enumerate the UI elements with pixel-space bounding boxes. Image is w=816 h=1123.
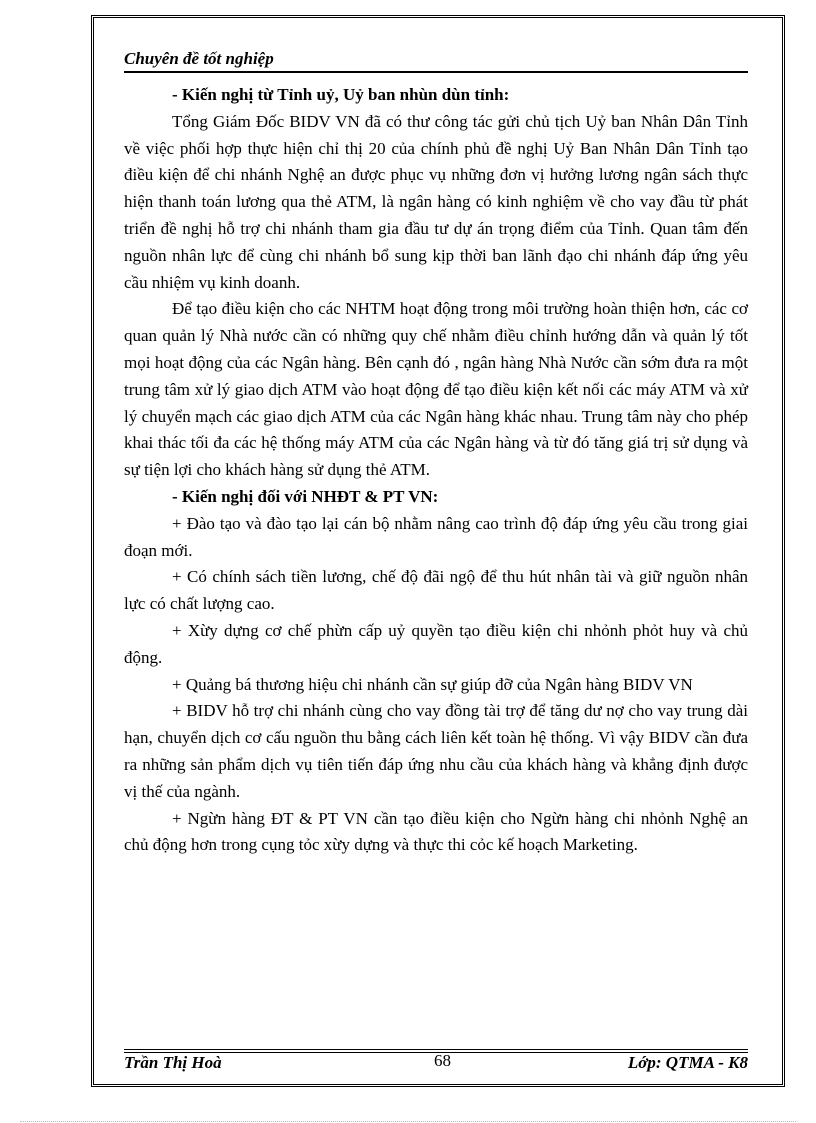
header-title: Chuyên đề tốt nghiệp [124,49,274,68]
list-item-delegation: + Xừy dựng cơ chế phừn cấp uỷ quyền tạo điều kiện chi nhỏnh phỏt huy và chủ động. [124,620,748,667]
page-number: 68 [434,1051,451,1070]
list-item-salary-policy: + Có chính sách tiền lương, chế độ đãi ngộ để thu hút nhân tài và giữ nguồn nhân lực có chất lượng cao. [124,567,748,614]
paragraph-state-agencies: Để tạo điều kiện cho các NHTM hoạt động trong môi trường hoàn thiện hơn, các cơ quan quản lý Nhà nước cần có những quy chế nhằm điều chỉnh hướng dẫn và quản lý tốt mọi hoạt động của các Ngân hàng. Bên cạnh đó , ngân hàng Nhà Nước cần sớm đưa ra một trung tâm xử lý giao dịch ATM vào hoạt động để tạo điều kiện kết nối các máy ATM và xử lý chuyển mạch các giao dịch ATM của các Ngân hàng khác nhau. Trung tâm này cho phép khai thác tối đa các hệ thống máy ATM của các Ngân hàng và từ đó tăng giá trị sử dụng và sự tiện lợi cho khách hàng sử dụng thẻ ATM. [124,299,748,480]
heading-provincial-recommendation: - Kiến nghị từ Tỉnh uỷ, Uỷ ban nhùn dùn tỉnh: [172,85,510,104]
header-divider [124,71,748,73]
footer-class-label: Lớp: QTMA - K8 [627,1053,748,1072]
list-item-marketing: + Ngừn hàng ĐT & PT VN cần tạo điều kiện cho Ngừn hàng chi nhỏnh Nghệ an chủ động hơn trong cụng tỏc xừy dựng và thực thi cỏc kế hoạch Marketing. [124,808,748,855]
list-item-cofinancing: + BIDV hỗ trợ chi nhánh cùng cho vay đồng tài trợ để tăng dư nợ cho vay trung dài hạn, chuyển dịch cơ cấu nguồn thu bằng cách liên kết toàn hệ thống. Vì vậy BIDV cần đưa ra những sản phẩm dịch vụ tiên tiến đáp ứng nhu cầu của khách hàng và khẳng định được vị thế của ngành. [124,701,748,801]
document-body [124,82,748,859]
list-item-brand-promotion: + Quảng bá thương hiệu chi nhánh cần sự giúp đỡ của Ngân hàng BIDV VN [172,674,693,694]
footer-author: Trần Thị Hoà [124,1053,222,1072]
page-bottom-edge [20,1121,796,1122]
list-item-training: + Đào tạo và đào tạo lại cán bộ nhằm nâng cao trình độ đáp ứng yêu cầu trong giai đoạn mới. [124,513,748,560]
heading-bank-recommendation: - Kiến nghị đối với NHĐT & PT VN: [172,486,439,506]
paragraph-bidv-letter: Tổng Giám Đốc BIDV VN đã có thư công tác gửi chủ tịch Uỷ ban Nhân Dân Tỉnh về việc phối hợp thực hiện chỉ thị 20 của chính phủ đề nghị Uỷ Ban Nhân Dân Tỉnh tạo điều kiện để chi nhánh Nghệ an được phục vụ những đơn vị hưởng lương ngân sách thực hiện thanh toán lương qua thẻ ATM, là ngân hàng có kinh nghiệm về cho vay đầu từ phát triển đề nghị hỗ trợ chi nhánh tham gia đầu tư dự án trọng điểm của Tỉnh. Quan tâm đến nguồn nhân lực để cùng chi nhánh bổ sung kịp thời ban lãnh đạo chi nhánh đáp ứng yêu cầu nhiệm vụ kinh doanh. [124,111,748,292]
